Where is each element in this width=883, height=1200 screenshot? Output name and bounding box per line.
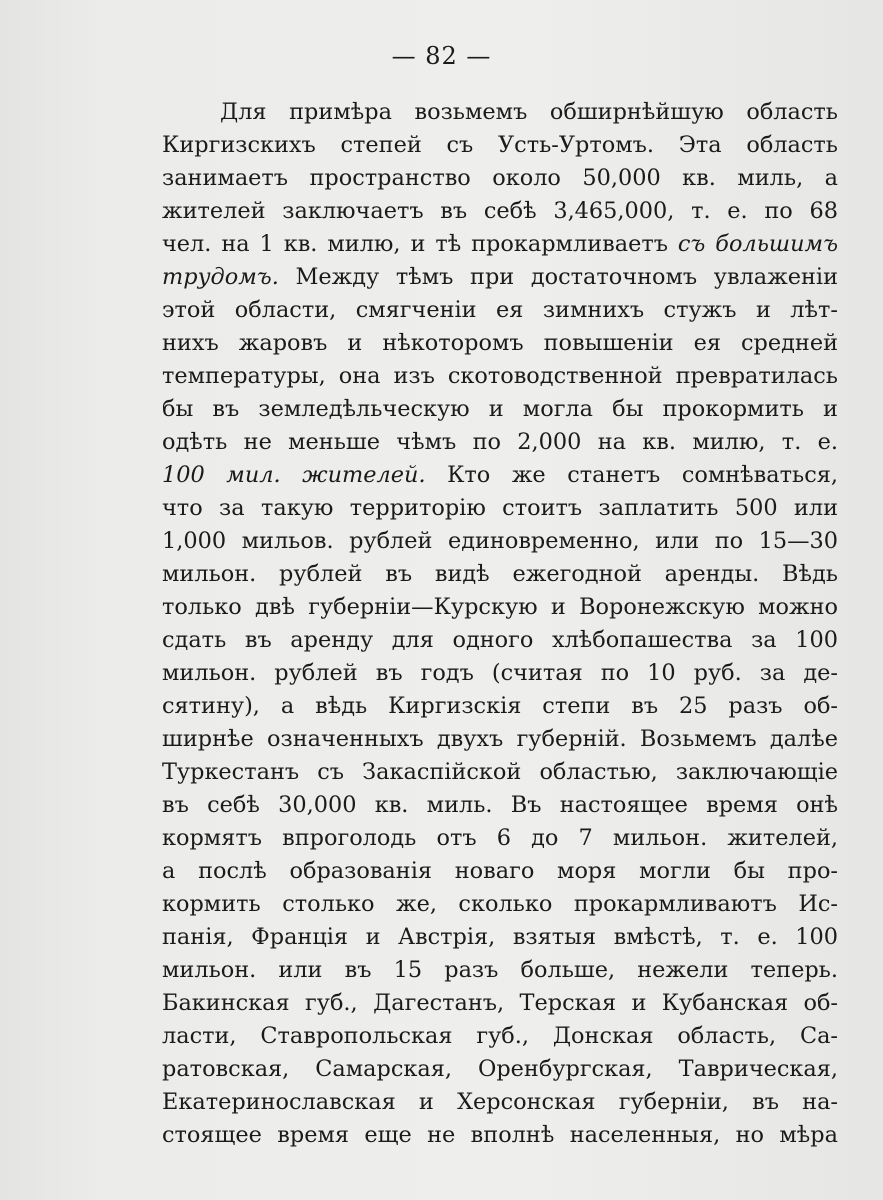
text-segment: кормить столько же, сколько прокармливаютъ Ис-: [162, 891, 838, 917]
text-line: [162, 624, 838, 657]
text-segment: 1,000 мильов. рублей единовременно, или по 15—30: [162, 528, 838, 554]
text-line: [162, 360, 838, 393]
text-line: [162, 1086, 838, 1119]
italic-text: трудомъ.: [162, 264, 279, 290]
text-line: [162, 96, 838, 129]
body-text: [162, 96, 838, 1152]
text-line: [162, 195, 838, 228]
text-segment: стоящее время еще не вполнѣ населенныя, но мѣра: [162, 1122, 838, 1148]
text-segment: этой области, смягченіи ея зимнихъ стужъ и лѣт-: [162, 297, 838, 323]
text-line: [162, 789, 838, 822]
text-segment: Кто же станетъ сомнѣваться,: [425, 462, 838, 488]
text-segment: бы въ земледѣльческую и могла бы прокормить и: [162, 396, 838, 422]
text-segment: Между тѣмъ при достаточномъ увлаженіи: [278, 264, 838, 290]
text-segment: жителей заключаетъ въ себѣ 3,465,000, т. е. по 68: [162, 198, 838, 224]
text-segment: температуры, она изъ скотоводственной превратилась: [162, 363, 838, 389]
italic-text: съ большимъ: [677, 231, 838, 257]
text-segment: чел. на 1 кв. милю, и тѣ прокармливаетъ: [162, 231, 678, 257]
text-segment: ширнѣе означенныхъ двухъ губерній. Возьмемъ далѣе: [162, 726, 838, 752]
text-segment: только двѣ губерніи—Курскую и Воронежскую можно: [162, 594, 838, 620]
text-segment: а послѣ образованія новаго моря могли бы про-: [162, 858, 838, 884]
text-line: [162, 393, 838, 426]
text-segment: въ себѣ 30,000 кв. миль. Въ настоящее время онѣ: [162, 792, 838, 818]
text-line: [162, 822, 838, 855]
text-line: [162, 756, 838, 789]
text-segment: Для примѣра возьмемъ обширнѣйшую область: [220, 99, 838, 125]
text-segment: ратовская, Самарская, Оренбургская, Таврическая,: [162, 1056, 838, 1082]
text-line: [162, 426, 838, 459]
text-line: [162, 987, 838, 1020]
text-line: [162, 888, 838, 921]
text-line: [162, 162, 838, 195]
text-line: [162, 492, 838, 525]
text-segment: Екатеринославская и Херсонская губерніи, въ на-: [162, 1089, 838, 1115]
text-line: [162, 723, 838, 756]
page-number: — 82 —: [391, 42, 492, 70]
text-line: [162, 228, 838, 261]
text-line: [162, 459, 838, 492]
text-line: [162, 1119, 838, 1152]
text-line: [162, 855, 838, 888]
text-segment: занимаетъ пространство около 50,000 кв. миль, а: [162, 165, 838, 191]
text-segment: мильон. рублей въ годъ (считая по 10 руб. за де-: [162, 660, 838, 686]
text-segment: мильон. рублей въ видѣ ежегодной аренды. Вѣдь: [162, 561, 838, 587]
text-segment: сятину), а вѣдь Киргизскія степи въ 25 разъ об-: [162, 693, 838, 719]
text-line: [162, 294, 838, 327]
text-line: [162, 525, 838, 558]
text-line: [162, 690, 838, 723]
text-segment: кормятъ впроголодь отъ 6 до 7 мильон. жителей,: [162, 825, 838, 851]
text-line: [162, 1053, 838, 1086]
text-line: [162, 558, 838, 591]
text-segment: панія, Франція и Австрія, взятыя вмѣстѣ, т. е. 100: [162, 924, 838, 950]
text-line: [162, 921, 838, 954]
text-segment: Киргизскихъ степей съ Усть-Уртомъ. Эта область: [162, 132, 838, 158]
text-line: [162, 129, 838, 162]
text-line: [162, 261, 838, 294]
text-line: [162, 327, 838, 360]
text-segment: ласти, Ставропольская губ., Донская область, Са-: [162, 1023, 838, 1049]
text-segment: что за такую территорію стоитъ заплатить 500 или: [162, 495, 838, 521]
text-segment: мильон. или въ 15 разъ больше, нежели теперь.: [162, 957, 838, 983]
text-line: [162, 657, 838, 690]
text-segment: Туркестанъ съ Закаспійской областью, заключающіе: [162, 759, 838, 785]
text-line: [162, 1020, 838, 1053]
text-segment: Бакинская губ., Дагестанъ, Терская и Кубанская об-: [162, 990, 838, 1016]
italic-text: 100 мил. жителей.: [162, 462, 426, 488]
text-line: [162, 954, 838, 987]
text-line: [162, 591, 838, 624]
text-segment: сдать въ аренду для одного хлѣбопашества за 100: [162, 627, 838, 653]
text-segment: нихъ жаровъ и нѣкоторомъ повышеніи ея средней: [162, 330, 838, 356]
text-segment: одѣть не меньше чѣмъ по 2,000 на кв. милю, т. е.: [162, 429, 838, 455]
